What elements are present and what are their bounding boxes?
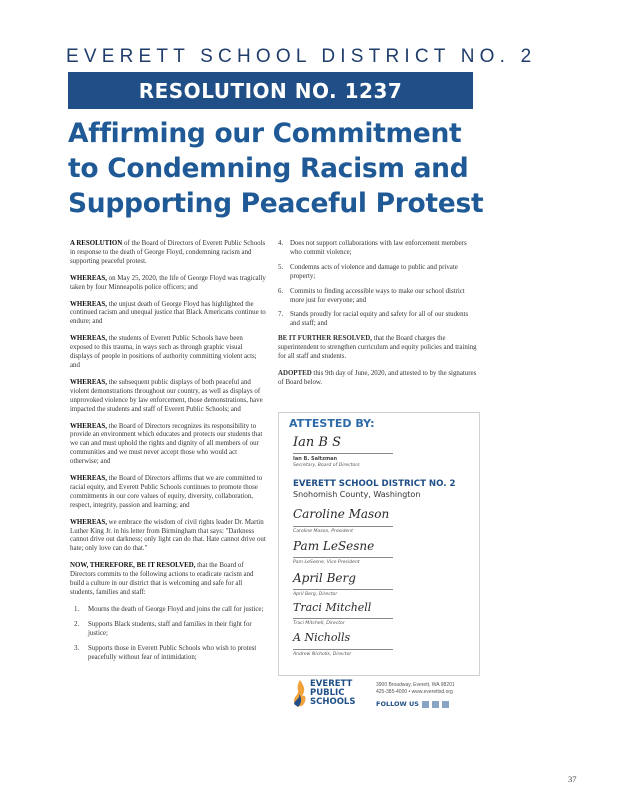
resolution-number: RESOLUTION NO. 1237	[138, 78, 403, 103]
logo-text: EVERETT	[310, 679, 353, 689]
signer-name: Caroline Mason, President	[293, 529, 353, 534]
page-title	[68, 116, 488, 221]
signature-line	[293, 618, 393, 619]
title-line: to Condemning Racism and	[68, 153, 469, 184]
twitter-icon[interactable]	[432, 701, 439, 708]
contact-info	[376, 682, 476, 696]
whereas-paragraph: WHEREAS, the Board of Directors affirms that we are committed to racial equity, and Everett Public Schools continues to promote those commitments in our core values of equity, diversity, collaboration, respect, integrity, passion and learning; and	[70, 475, 263, 509]
signature-line	[293, 589, 393, 590]
signature-president: Caroline Mason	[293, 507, 390, 521]
secretary-role: Secretary, Board of Directors	[293, 463, 360, 468]
signature-line	[293, 557, 393, 558]
signature-line	[293, 649, 393, 650]
signer-name: Andrew Nicholls, Director	[293, 652, 352, 657]
facebook-icon[interactable]	[422, 701, 429, 708]
list-item: 2. Supports Black students, staff and families in their fight for justice;	[74, 620, 252, 637]
everett-logo	[290, 678, 370, 714]
address: 3900 Broadway, Everett, WA 98201	[376, 682, 455, 688]
right-column	[278, 240, 478, 396]
title-line: Supporting Peaceful Protest	[68, 188, 484, 219]
intro-paragraph: A RESOLUTION of the Board of Directors of Everett Public Schools in response to the death of George Floyd, condemning racism and supporting peaceful protest.	[70, 240, 266, 265]
district-heading: EVERETT SCHOOL DISTRICT NO. 2	[66, 46, 537, 67]
whereas-paragraph: WHEREAS, the unjust death of George Floyd has highlighted the continued racism and unequal justice that Black Americans continue to endure; and	[70, 300, 266, 326]
whereas-paragraph: WHEREAS, on May 25, 2020, the life of George Floyd was tragically taken by four Minneapolis police officers; and	[70, 274, 266, 291]
left-column	[70, 240, 266, 668]
signature-line	[293, 453, 393, 454]
phone-website: 425-385-4000 • www.everettsd.org	[376, 689, 453, 695]
district-name: EVERETT SCHOOL DISTRICT NO. 2	[293, 479, 456, 489]
action-list	[278, 240, 478, 329]
signer-name: April Berg, Director	[293, 592, 338, 597]
list-item: 5. Condemns acts of violence and damage to public and private property;	[278, 263, 458, 280]
list-item: 3. Supports those in Everett Public Schools who wish to protest peacefully without fear of intimidation;	[74, 644, 257, 661]
follow-us	[376, 700, 449, 708]
logo-text: SCHOOLS	[310, 697, 356, 707]
secretary-signature: Ian B S	[293, 435, 341, 450]
instagram-icon[interactable]	[442, 701, 449, 708]
follow-label: FOLLOW US	[376, 700, 419, 708]
flame-logo-icon	[290, 678, 310, 708]
action-list	[70, 606, 266, 663]
list-item: 7. Stands proudly for racial equity and safety for all of our students and staff; and	[278, 311, 469, 328]
signature-director: A Nicholls	[293, 631, 351, 644]
list-item: 4. Does not support collaborations with law enforcement members who commit violence;	[278, 240, 467, 256]
signer-name: Pam LeSesne, Vice President	[293, 560, 360, 565]
signature-director: Traci Mitchell	[293, 601, 372, 614]
adopted-paragraph: ADOPTED this 9th day of June, 2020, and attested to by the signatures of Board below.	[278, 369, 477, 386]
logo-text: PUBLIC	[310, 688, 345, 698]
county-name: Snohomish County, Washington	[293, 490, 421, 499]
signer-name: Traci Mitchell, Director	[293, 621, 345, 626]
whereas-paragraph: WHEREAS, we embrace the wisdom of civil rights leader Dr. Martin Luther King Jr. in his letter from Birmingham that says: "Darkness cannot drive out darkness; only light can do that. Hate cannot drive out hate; only love can do that."	[70, 518, 266, 553]
further-resolved-paragraph: BE IT FURTHER RESOLVED, that the Board charges the superintendent to strengthen curriculum and equity policies and training for all staff and students.	[278, 335, 477, 361]
attested-by-heading: ATTESTED BY:	[289, 417, 375, 430]
resolution-banner	[68, 72, 473, 109]
signature-vice-president: Pam LeSesne	[293, 539, 375, 553]
list-item: 6. Commits to finding accessible ways to make our school district more just for everyone; and	[278, 287, 465, 304]
signature-director: April Berg	[293, 571, 356, 585]
secretary-name: Ian B. Saltzman	[293, 456, 338, 462]
signature-line	[293, 526, 393, 527]
whereas-paragraph: WHEREAS, the Board of Directors recognizes its responsibility to provide an environment which educates and protects our students that we can and must uphold the rights and dignity of all members of our communities and we must never accept those who would act otherwise; and	[70, 422, 263, 466]
title-line: Affirming our Commitment	[68, 118, 462, 149]
whereas-paragraph: WHEREAS, the students of Everett Public Schools have been exposed to this trauma, in ways such as through graphic visual displays of people in positions of authority committing violent acts; and	[70, 335, 257, 369]
list-item: 1. Mourns the death of George Floyd and joins the call for justice;	[74, 605, 264, 613]
whereas-paragraph: WHEREAS, the subsequent public displays of both peaceful and violent demonstrations throughout our country, as well as displays of unprovoked violence by law enforcement, those demonstrations, have impacted the students and staff of Everett Public Schools; and	[70, 378, 263, 413]
page-number: 37	[568, 774, 577, 784]
attestation-box	[278, 412, 480, 676]
resolved-paragraph: NOW, THEREFORE, BE IT RESOLVED, that the Board of Directors commits to the following actions to eradicate racism and build a culture in our district that is welcoming and safe for all students, families and staff:	[70, 562, 254, 596]
